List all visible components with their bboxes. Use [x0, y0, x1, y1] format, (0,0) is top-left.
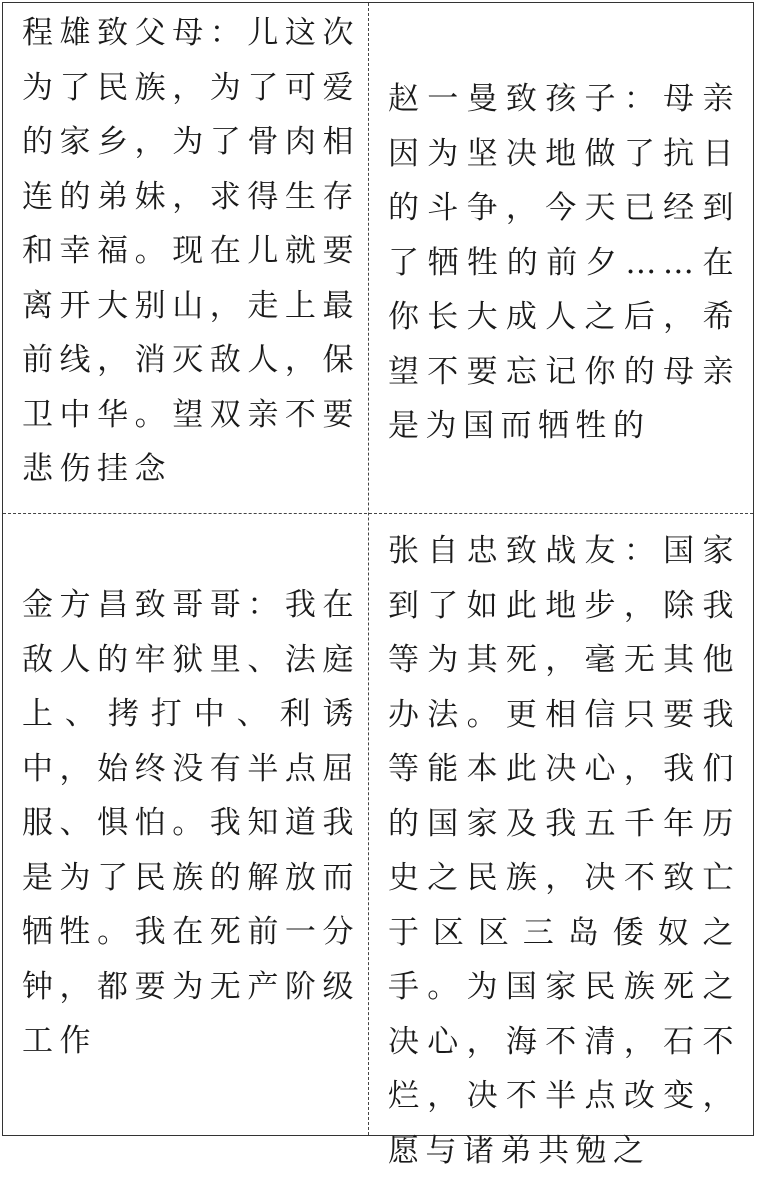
letter-cheng-xiong: 程雄致父母：儿这次为了民族，为了可爱的家乡，为了骨肉相连的弟妹，求得生存和幸福。现在儿就要离开大别山，走上最前线，消灭敌人，保卫中华。望双亲不要悲伤挂念 [22, 15, 360, 487]
vertical-divider [368, 3, 369, 1135]
horizontal-divider [3, 513, 753, 514]
letter-zhang-zizhong: 张自忠致战友：国家到了如此地步，除我等为其死，毫无其他办法。更相信只要我等能本此决心，我们的国家及我五千年历史之民族，决不致亡于区区三岛倭奴之手。为国家民族死之决心，海不清，石不烂，决不半点改变，愿与诸弟共勉之 [388, 533, 740, 1169]
letter-zhao-yiman: 赵一曼致孩子：母亲因为坚决地做了抗日的斗争，今天已经到了牺牲的前夕……在你长大成人之后，希望不要忘记你的母亲是为国而牺牲的 [388, 81, 740, 444]
letter-jin-fangchang: 金方昌致哥哥：我在敌人的牢狱里、法庭上、拷打中、利诱中，始终没有半点屈服、惧怕。我知道我是为了民族的解放而牺牲。我在死前一分钟，都要为无产阶级工作 [22, 587, 360, 1059]
